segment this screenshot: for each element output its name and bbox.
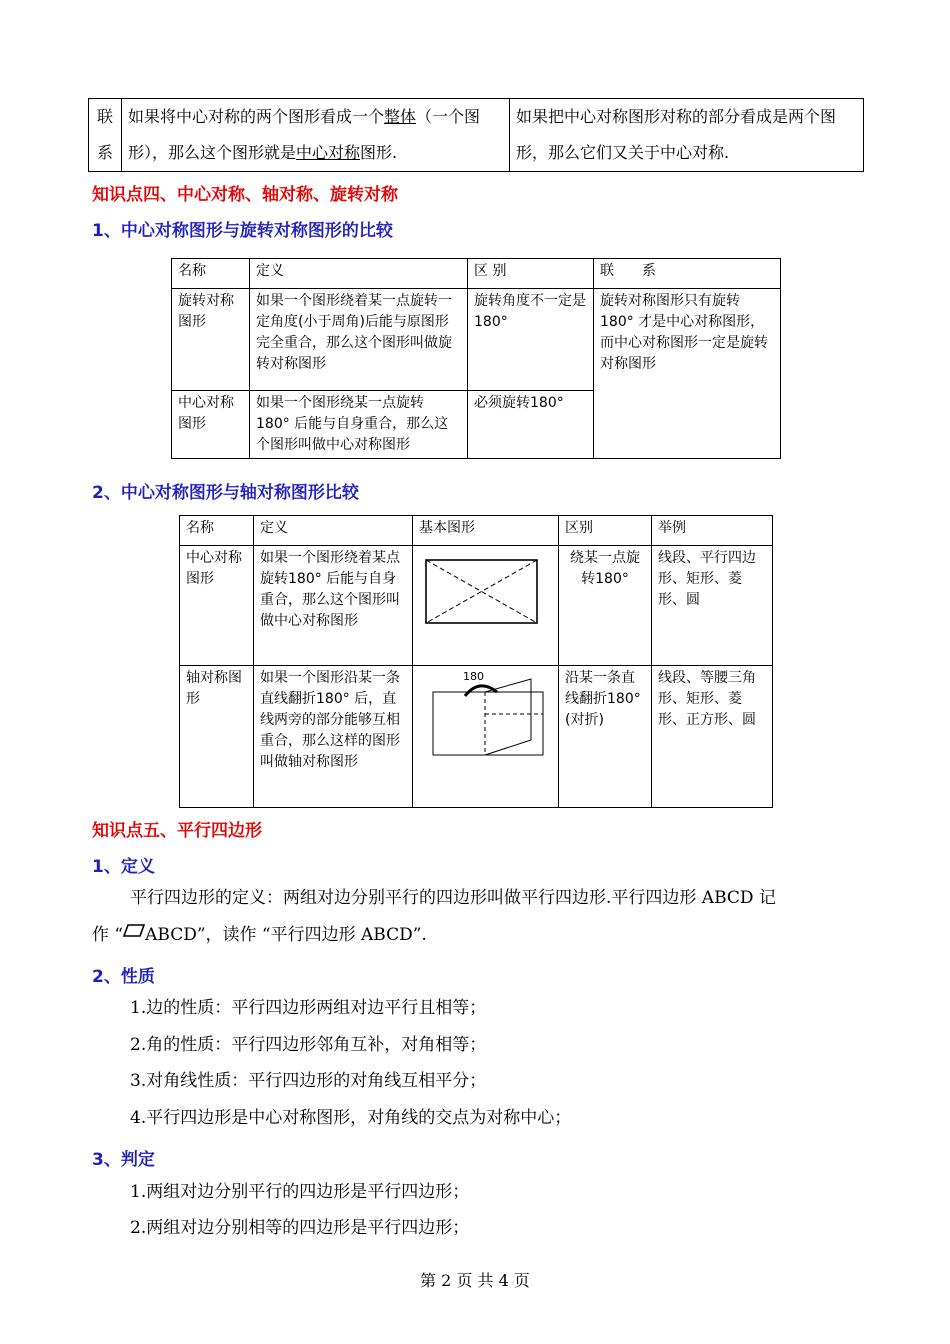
criterion-item-1: 1.两组对边分别平行的四边形是平行四边形； xyxy=(130,1182,470,1202)
criterion-item-2: 2.两组对边分别相等的四边形是平行四边形； xyxy=(130,1218,470,1238)
sub2-title: 2、中心对称图形与轴对称图形比较 xyxy=(92,483,359,503)
t2-header-def: 定义 xyxy=(254,516,413,546)
section5-title: 知识点五、平行四边形 xyxy=(92,821,262,841)
t1-row2-name: 中心对称图形 xyxy=(172,391,250,459)
t1-row1-diff: 旋转角度不一定是180° xyxy=(468,289,594,391)
rectangle-diagonals-figure xyxy=(413,546,558,658)
t2-header-figure: 基本图形 xyxy=(413,516,559,546)
t2-row2-name: 轴对称图形 xyxy=(180,666,254,808)
s5-1-title: 1、定义 xyxy=(92,857,155,877)
relation-left-cell: 如果将中心对称的两个图形看成一个整体（一个图形），那么这个图形就是中心对称图形. xyxy=(122,99,510,172)
relation-table xyxy=(88,98,864,172)
property-item-4: 4.平行四边形是中心对称图形，对角线的交点为对称中心； xyxy=(130,1108,572,1128)
t1-header-link: 联 系 xyxy=(594,259,781,289)
sub1-title: 1、中心对称图形与旋转对称图形的比较 xyxy=(92,221,393,241)
fold-angle-label: 180 xyxy=(463,670,484,683)
t2-row2-example: 线段、等腰三角形、矩形、菱形、正方形、圆 xyxy=(652,666,773,808)
t2-row1-figure xyxy=(413,546,559,666)
t2-row2-figure xyxy=(413,666,559,808)
rotation-compare-table xyxy=(171,258,781,459)
t1-link: 旋转对称图形只有旋转 180° 才是中心对称图形，而中心对称图形一定是旋转对称图形 xyxy=(594,289,781,459)
t2-row2-diff: 沿某一条直线翻折180°(对折) xyxy=(559,666,652,808)
t2-header-name: 名称 xyxy=(180,516,254,546)
t1-row2-def: 如果一个图形绕某一点旋转 180° 后能与自身重合，那么这个图形叫做中心对称图形 xyxy=(250,391,468,459)
relation-label: 联系 xyxy=(89,99,122,172)
t1-header-diff: 区 别 xyxy=(468,259,594,289)
property-item-2: 2.角的性质：平行四边形邻角互补，对角相等； xyxy=(130,1035,487,1055)
t1-row1-def: 如果一个图形绕着某一点旋转一定角度(小于周角)后能与原图形完全重合，那么这个图形叫做旋转对称图形 xyxy=(250,289,468,391)
fold-rectangle-figure xyxy=(413,666,558,800)
s5-3-title: 3、判定 xyxy=(92,1150,155,1170)
t1-row2-diff: 必须旋转180° xyxy=(468,391,594,459)
section4-title: 知识点四、中心对称、轴对称、旋转对称 xyxy=(92,185,398,205)
axis-compare-table xyxy=(179,515,773,808)
t1-header-def: 定义 xyxy=(250,259,468,289)
property-item-3: 3.对角线性质：平行四边形的对角线互相平分； xyxy=(130,1071,487,1091)
t2-header-example: 举例 xyxy=(652,516,773,546)
relation-right-cell: 如果把中心对称图形对称的部分看成是两个图形，那么它们又关于中心对称. xyxy=(510,99,864,172)
definition-line2: 作 “ ABCD”，读作 “平行四边形 ABCD”. xyxy=(92,925,427,945)
t2-row1-example: 线段、平行四边形、矩形、菱形、圆 xyxy=(652,546,773,666)
t2-row1-diff: 绕某一点旋转180° xyxy=(559,546,652,666)
definition-line1: 平行四边形的定义：两组对边分别平行的四边形叫做平行四边形.平行四边形 ABCD 记 xyxy=(130,888,776,908)
page-footer: 第 2 页 共 4 页 xyxy=(420,1271,530,1290)
t1-row1-name: 旋转对称图形 xyxy=(172,289,250,391)
property-item-1: 1.边的性质：平行四边形两组对边平行且相等； xyxy=(130,998,487,1018)
t2-header-diff: 区别 xyxy=(559,516,652,546)
s5-2-title: 2、性质 xyxy=(92,967,155,987)
t2-row2-def: 如果一个图形沿某一条直线翻折180° 后，直线两旁的部分能够互相重合，那么这样的图形叫做轴对称图形 xyxy=(254,666,413,808)
t2-row1-def: 如果一个图形绕着某点旋转180° 后能与自身重合，那么这个图形叫做中心对称图形 xyxy=(254,546,413,666)
t1-header-name: 名称 xyxy=(172,259,250,289)
t2-row1-name: 中心对称图形 xyxy=(180,546,254,666)
parallelogram-symbol-icon xyxy=(123,924,145,938)
